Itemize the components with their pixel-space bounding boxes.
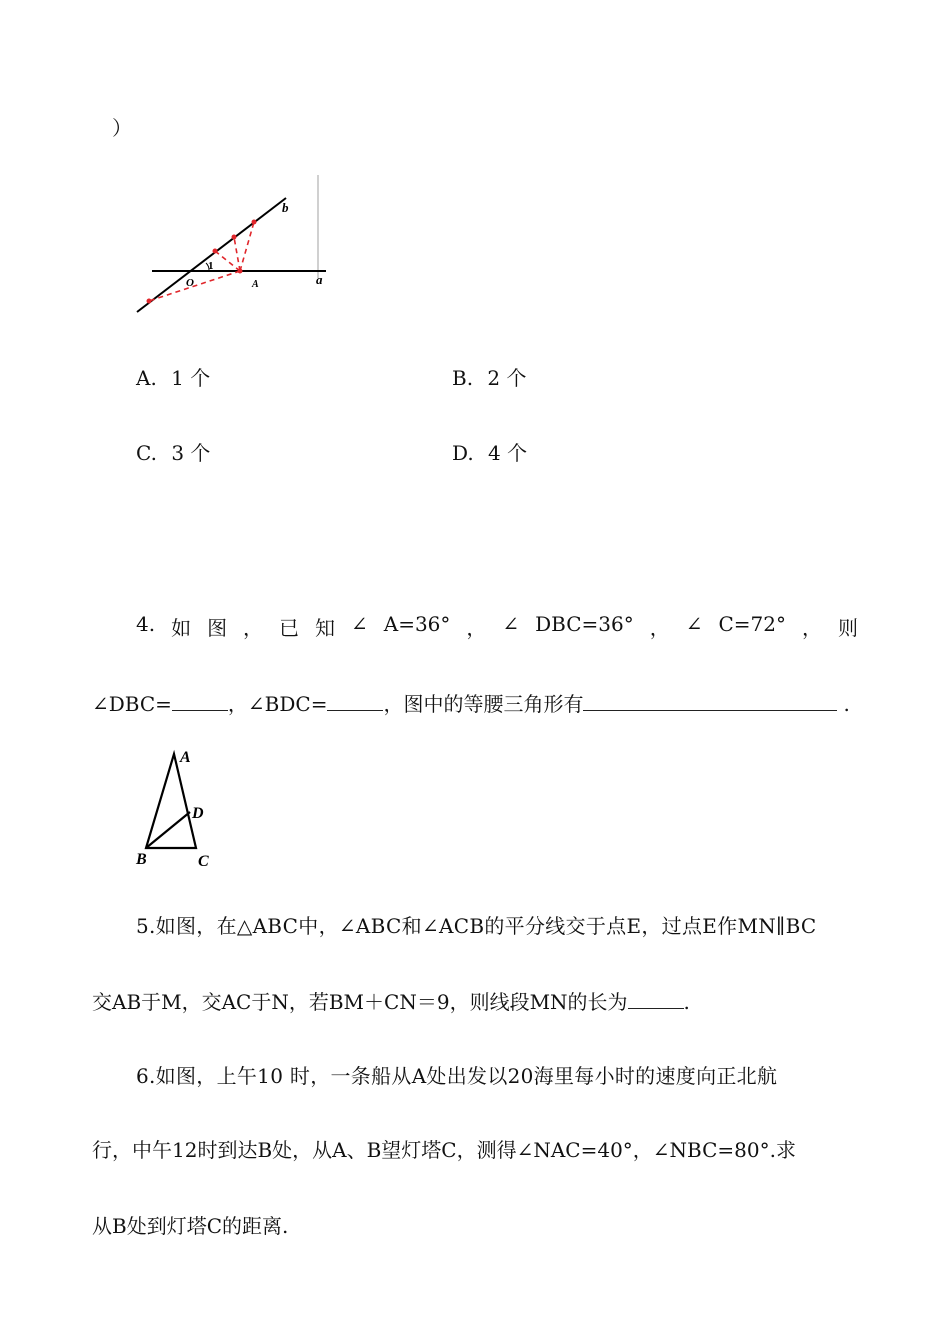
option-d-text: 4 个 bbox=[488, 441, 528, 465]
dashed-segment-3 bbox=[234, 237, 240, 271]
q4-token: ， bbox=[243, 616, 264, 640]
option-c-letter: C. bbox=[136, 441, 157, 465]
question-4-line-2 bbox=[92, 688, 862, 717]
question-5-line-1: 5.如图，在△ABC中，∠ABC和∠ACB的平分线交于点E，过点E作MN∥BC bbox=[136, 914, 817, 938]
label-d: D bbox=[192, 805, 204, 822]
q4-token: A=36° bbox=[383, 612, 451, 636]
answer-blank-dbc[interactable] bbox=[172, 692, 228, 711]
option-b[interactable] bbox=[452, 362, 527, 391]
q4-period: . bbox=[843, 692, 850, 716]
option-c-text: 3 个 bbox=[171, 441, 211, 465]
q4-token: 已 bbox=[279, 616, 300, 640]
label-angle-1: 1 bbox=[208, 260, 214, 272]
q4-token: ， bbox=[801, 616, 822, 640]
option-a[interactable] bbox=[136, 362, 210, 391]
label-o: O bbox=[186, 277, 194, 289]
option-d-letter: D. bbox=[452, 441, 474, 465]
q4-token: 如 bbox=[171, 616, 192, 640]
dashed-segment-2 bbox=[215, 251, 240, 271]
dashed-segment-4 bbox=[240, 222, 254, 271]
label-point-a: A bbox=[252, 279, 259, 290]
red-point-2 bbox=[213, 249, 218, 254]
triangle-abc bbox=[146, 754, 196, 848]
label-c: C bbox=[198, 853, 209, 870]
q4-token: 知 bbox=[315, 616, 336, 640]
question-6-line-2: 行，中午12时到达B处，从A、B望灯塔C，测得∠NAC=40°，∠NBC=80°.求 bbox=[92, 1138, 796, 1162]
q4-bdc-label: ，∠BDC= bbox=[227, 692, 328, 716]
question-5-line-2 bbox=[92, 986, 862, 1015]
red-point-1 bbox=[147, 299, 152, 304]
question-6-line-1: 6.如图，上午10 时，一条船从A处出发以20海里每小时的速度向正北航 bbox=[136, 1064, 778, 1088]
q4-token: 则 bbox=[837, 616, 858, 640]
line-b bbox=[137, 198, 286, 312]
q4-token: C=72° bbox=[718, 612, 786, 636]
q4-dbc-label: ∠DBC= bbox=[92, 692, 172, 716]
label-a: a bbox=[316, 272, 323, 287]
q5-period: . bbox=[683, 990, 690, 1014]
closing-paren: ） bbox=[112, 116, 132, 140]
figure-angle-diagram bbox=[130, 170, 340, 320]
option-b-letter: B. bbox=[452, 366, 474, 390]
answer-blank-mn[interactable] bbox=[628, 990, 684, 1009]
q4-token: 图 bbox=[207, 616, 228, 640]
label-b: B bbox=[136, 851, 147, 868]
answer-blank-isosceles[interactable] bbox=[583, 692, 837, 711]
red-point-4 bbox=[252, 220, 257, 225]
figure-triangle-abc bbox=[130, 740, 230, 872]
question-6-line-3: 从B处到灯塔C的距离. bbox=[92, 1214, 289, 1238]
q4-token: ∠ bbox=[502, 612, 520, 636]
option-a-text: 1 个 bbox=[171, 366, 211, 390]
q4-isosceles-label: ，图中的等腰三角形有 bbox=[383, 692, 584, 716]
segment-bd bbox=[146, 812, 190, 848]
q4-token: DBC=36° bbox=[535, 612, 634, 636]
dashed-segment-1 bbox=[149, 271, 240, 301]
q4-token: ， bbox=[466, 616, 487, 640]
option-c[interactable] bbox=[136, 437, 210, 466]
label-b: b bbox=[282, 200, 289, 215]
label-a: A bbox=[180, 749, 191, 766]
red-point-3 bbox=[232, 235, 237, 240]
q5-text: 交AB于M，交AC于N，若BM＋CN＝9，则线段MN的长为 bbox=[92, 990, 628, 1014]
point-a bbox=[238, 269, 243, 274]
answer-blank-bdc[interactable] bbox=[327, 692, 383, 711]
question-4-line-1 bbox=[136, 612, 858, 641]
q4-token: ， bbox=[649, 616, 670, 640]
q4-token: ∠ bbox=[351, 612, 368, 636]
option-b-text: 2 个 bbox=[487, 366, 527, 390]
question-4-number: 4. bbox=[136, 612, 156, 636]
option-d[interactable] bbox=[452, 437, 527, 466]
option-a-letter: A. bbox=[136, 366, 157, 390]
q4-token: ∠ bbox=[685, 612, 703, 636]
